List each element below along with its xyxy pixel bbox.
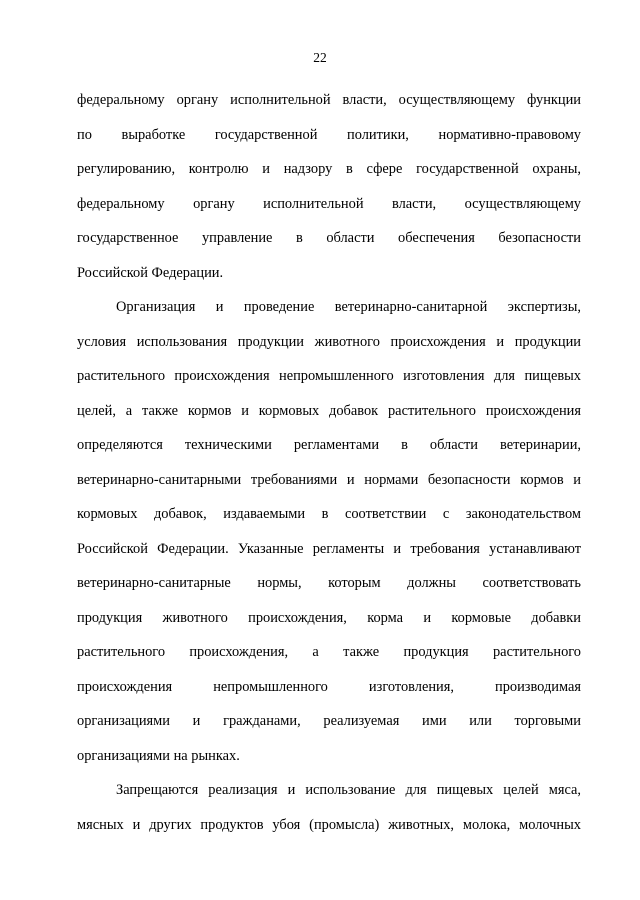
text-line: растительного происхождения непромышленного изготовления для пищевых [77, 368, 581, 384]
text-line: растительного происхождения, а также продукция растительного [77, 644, 581, 660]
text-line: Запрещаются реализация и использование для пищевых целей мяса, [116, 782, 581, 798]
text-line: по выработке государственной политики, нормативно-правовому [77, 126, 581, 143]
text-line: ветеринарно-санитарные нормы, которым должны соответствовать [77, 575, 581, 591]
text-line: ветеринарно-санитарными требованиями и нормами безопасности кормов и [77, 471, 581, 488]
text-line: мясных и других продуктов убоя (промысла) животных, молока, молочных [77, 816, 581, 833]
text-line: Российской Федерации. [77, 264, 224, 281]
text-line: организациями и гражданами, реализуемая ими или торговыми [77, 713, 581, 729]
text-line: условия использования продукции животного происхождения и продукции [77, 333, 581, 350]
text-line: Организация и проведение ветеринарно-санитарной экспертизы, [116, 299, 581, 315]
text-line: Российской Федерации. Указанные регламенты и требования устанавливают [77, 540, 581, 557]
text-line: федеральному органу исполнительной власти, осуществляющему [77, 195, 581, 212]
page-number: 22 [313, 50, 327, 65]
text-line: целей, а также кормов и кормовых добавок растительного происхождения [77, 402, 581, 419]
text-line: кормовых добавок, издаваемыми в соответствии с законодательством [77, 506, 581, 522]
text-line: определяются техническими регламентами в области ветеринарии, [77, 437, 581, 453]
text-line: государственное управление в области обеспечения безопасности [77, 230, 581, 246]
text-line: федеральному органу исполнительной власти, осуществляющему функции [77, 92, 581, 108]
text-line: продукция животного происхождения, корма и кормовые добавки [77, 609, 581, 626]
text-line: организациями на рынках. [77, 747, 240, 764]
body-text [77, 83, 581, 842]
text-line: происхождения непромышленного изготовления, производимая [77, 678, 581, 695]
text-line: регулированию, контролю и надзору в сфере государственной охраны, [77, 161, 581, 177]
